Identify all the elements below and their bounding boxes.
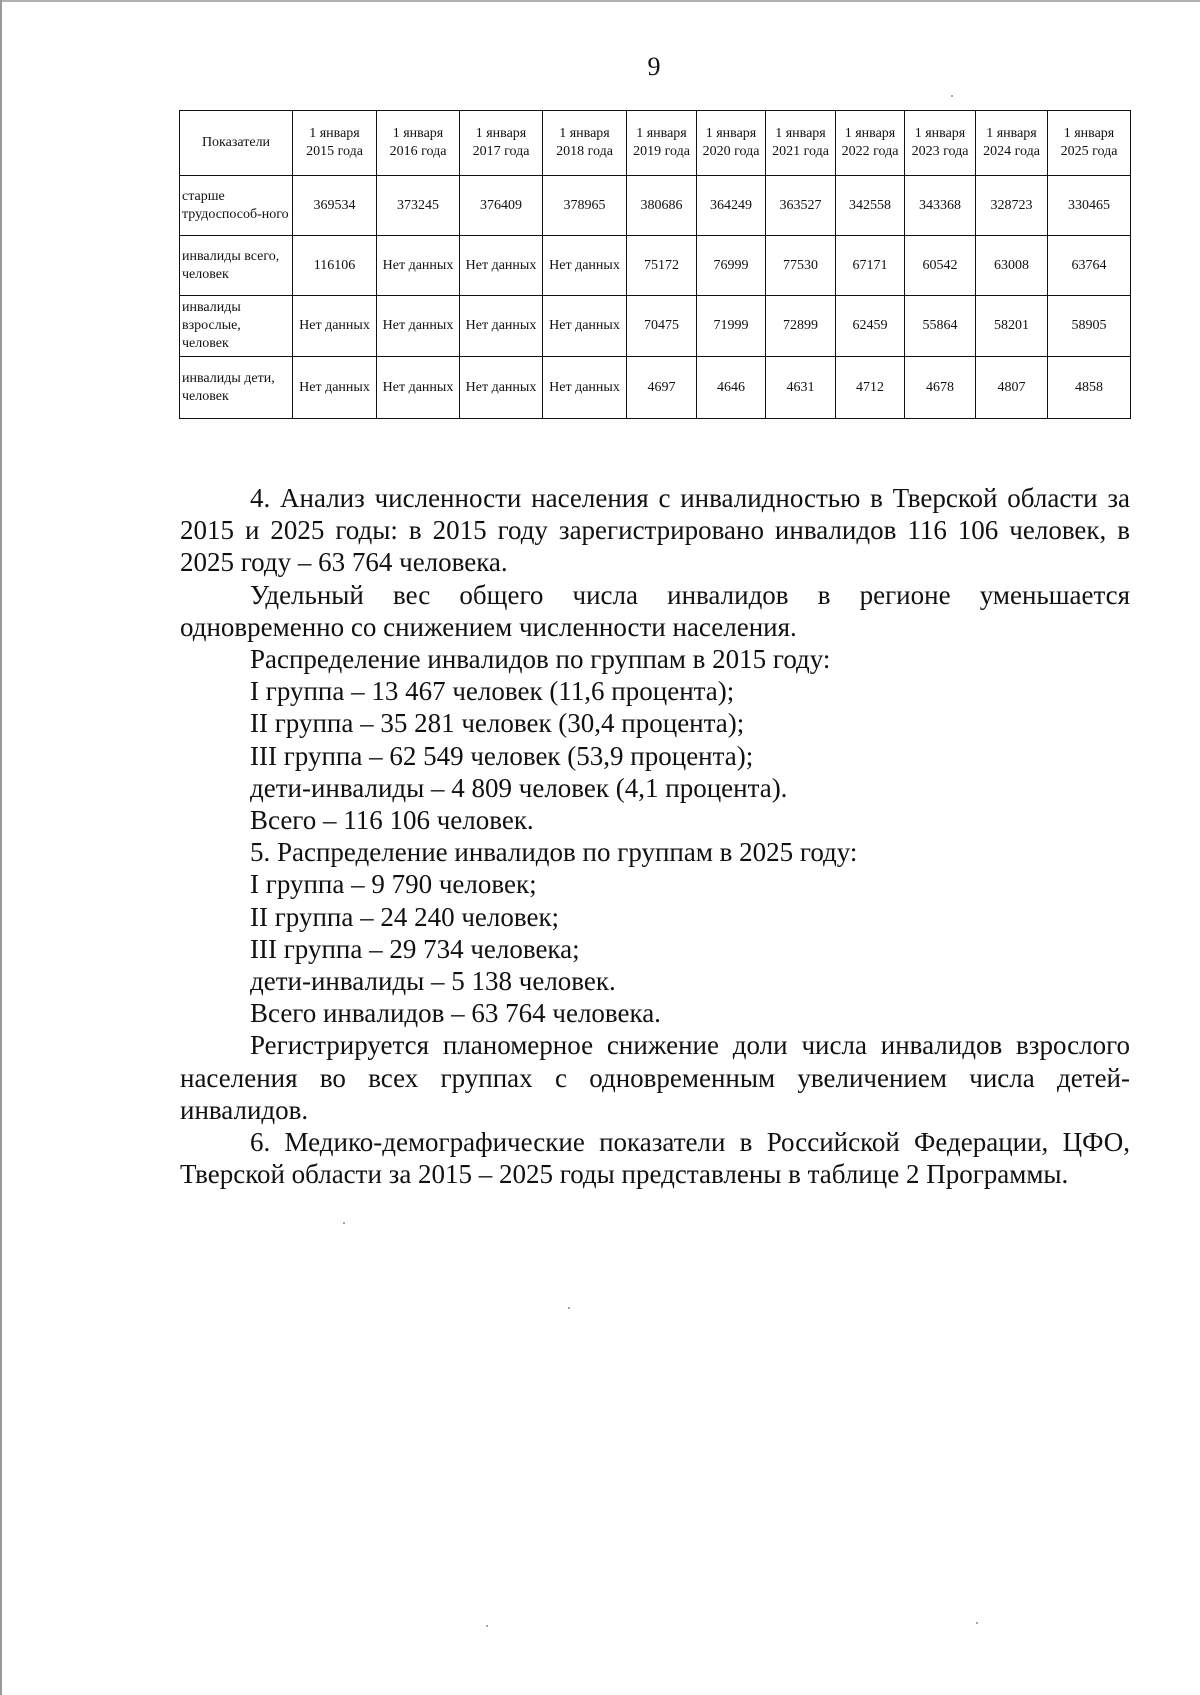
table-cell: 343368 (905, 176, 976, 236)
scan-speck (976, 1622, 978, 1624)
table-cell: 4712 (836, 357, 905, 419)
table-cell: 55864 (905, 296, 976, 357)
table-cell: 4858 (1048, 357, 1131, 419)
table-cell: 342558 (836, 176, 905, 236)
table-cell: Нет данных (460, 357, 543, 419)
table-cell: 363527 (766, 176, 836, 236)
table-cell: Нет данных (377, 296, 460, 357)
list-item: Всего – 116 106 человек. (250, 805, 534, 836)
paragraph-share: Удельный вес общего числа инвалидов в регионе уменьшается одновременно со снижением численности населения. (180, 579, 1130, 642)
table-cell: Нет данных (293, 357, 377, 419)
header-cell: 1 января 2015 года (293, 111, 377, 176)
table-header-row (180, 111, 1131, 176)
table-cell: 67171 (836, 236, 905, 296)
scan-speck (568, 1307, 570, 1309)
table-cell: Нет данных (543, 296, 627, 357)
row-label: инвалиды всего, человек (180, 236, 293, 296)
table-cell: 376409 (460, 176, 543, 236)
header-cell: 1 января 2019 года (627, 111, 697, 176)
table-row (180, 357, 1131, 419)
table-cell: Нет данных (377, 357, 460, 419)
table-row (180, 236, 1131, 296)
list-item: I группа – 9 790 человек; (250, 869, 537, 900)
table-cell: 369534 (293, 176, 377, 236)
header-cell: 1 января 2025 года (1048, 111, 1131, 176)
list-item: III группа – 29 734 человека; (250, 933, 580, 964)
table-cell: 4807 (976, 357, 1048, 419)
table-cell: 4678 (905, 357, 976, 419)
table-cell: 116106 (293, 236, 377, 296)
table-cell: 58905 (1048, 296, 1131, 357)
scan-top-edge (0, 0, 1200, 2)
table-cell: 58201 (976, 296, 1048, 357)
table-cell: 4646 (697, 357, 766, 419)
body-text (180, 482, 1130, 1190)
scan-speck (486, 1625, 488, 1627)
header-cell: 1 января 2016 года (377, 111, 460, 176)
table-cell: Нет данных (543, 236, 627, 296)
table-row (180, 296, 1131, 357)
row-label: инвалиды дети, человек (180, 357, 293, 419)
table-cell: 63008 (976, 236, 1048, 296)
table-cell: 76999 (697, 236, 766, 296)
row-label: инвалиды взрослые, человек (180, 296, 293, 357)
header-cell: 1 января 2022 года (836, 111, 905, 176)
list-item: дети-инвалиды – 5 138 человек. (250, 966, 616, 997)
table-cell: 373245 (377, 176, 460, 236)
table-cell: 77530 (766, 236, 836, 296)
header-cell: 1 января 2017 года (460, 111, 543, 176)
table-row (180, 176, 1131, 236)
list-item: II группа – 35 281 человек (30,4 процента); (250, 708, 745, 739)
paragraph-trend: Регистрируется планомерное снижение доли числа инвалидов взрослого населения во всех группах с одновременным увеличением числа детей-инвалидов. (180, 1030, 1130, 1125)
paragraph-4: 4. Анализ численности населения с инвалидностью в Тверской области за 2015 и 2025 годы: в 2015 году зарегистрировано инвалидов 116 106 человек, в 2025 году – 63 764 человека. (180, 483, 1130, 578)
paragraph-5: 5. Распределение инвалидов по группам в 2025 году: (250, 837, 858, 868)
table-cell: 62459 (836, 296, 905, 357)
table-cell: 72899 (766, 296, 836, 357)
table-cell: 330465 (1048, 176, 1131, 236)
list-item: дети-инвалиды – 4 809 человек (4,1 процента). (250, 772, 788, 803)
table-cell: 328723 (976, 176, 1048, 236)
table-cell: 4631 (766, 357, 836, 419)
table-cell: 4697 (627, 357, 697, 419)
table-cell: Нет данных (293, 296, 377, 357)
paragraph-6: 6. Медико-демографические показатели в Российской Федерации, ЦФО, Тверской области за 2015 – 2025 годы представлены в таблице 2 Программы. (180, 1127, 1130, 1190)
table-cell: 75172 (627, 236, 697, 296)
list-item: II группа – 24 240 человек; (250, 901, 560, 932)
header-cell: 1 января 2024 года (976, 111, 1048, 176)
list-item: Всего инвалидов – 63 764 человека. (250, 998, 661, 1029)
paragraph-distribution-2015: Распределение инвалидов по группам в 2015 году: (250, 644, 831, 675)
table-cell: Нет данных (377, 236, 460, 296)
header-cell: 1 января 2020 года (697, 111, 766, 176)
table-cell: 364249 (697, 176, 766, 236)
table-cell: 378965 (543, 176, 627, 236)
page-number: 9 (647, 52, 661, 81)
list-item: III группа – 62 549 человек (53,9 процента); (250, 740, 754, 771)
list-item: I группа – 13 467 человек (11,6 процента); (250, 676, 735, 707)
header-cell: 1 января 2021 года (766, 111, 836, 176)
scan-left-edge (0, 0, 2, 1695)
row-label: старше трудоспособ-ного (180, 176, 293, 236)
table-cell: 380686 (627, 176, 697, 236)
table-cell: 63764 (1048, 236, 1131, 296)
scan-speck (951, 95, 953, 97)
table-cell: 70475 (627, 296, 697, 357)
header-cell: 1 января 2018 года (543, 111, 627, 176)
table-cell: 60542 (905, 236, 976, 296)
table-cell: 71999 (697, 296, 766, 357)
table-cell: Нет данных (460, 296, 543, 357)
table-cell: Нет данных (460, 236, 543, 296)
header-cell: Показатели (180, 111, 293, 176)
scan-speck (343, 1222, 345, 1224)
table-cell: Нет данных (543, 357, 627, 419)
indicators-table (179, 110, 1131, 419)
header-cell: 1 января 2023 года (905, 111, 976, 176)
